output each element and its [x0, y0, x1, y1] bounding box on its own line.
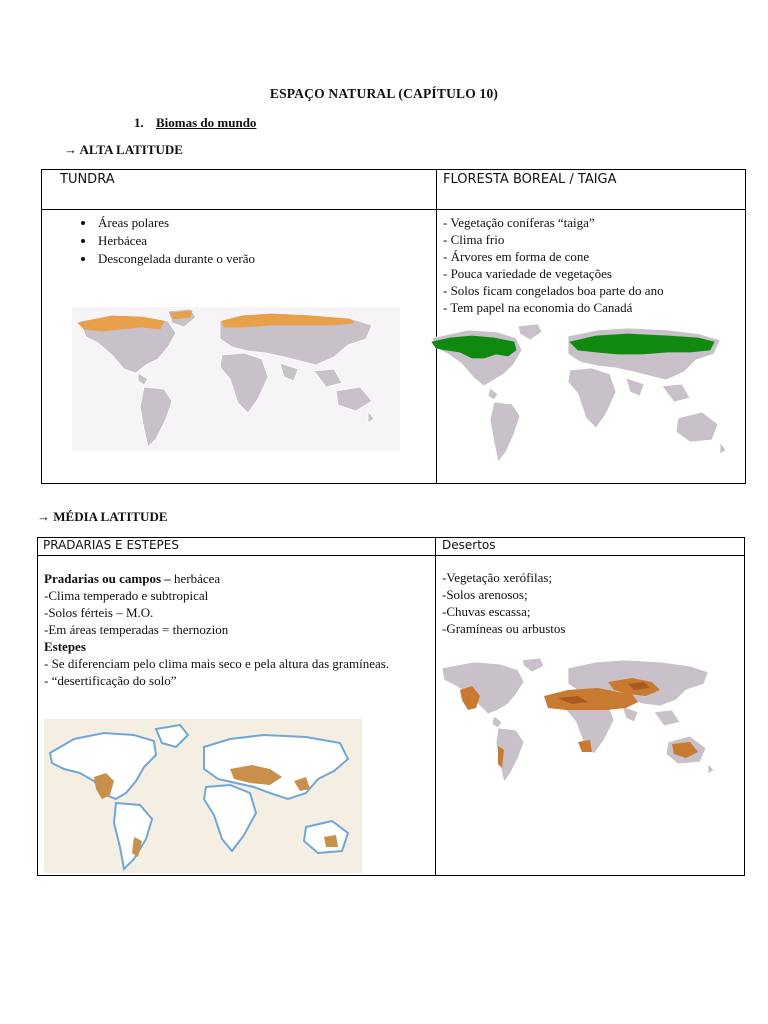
list-item: • Áreas polares [96, 214, 436, 232]
list-item: -Clima temperado e subtropical [44, 588, 209, 603]
list-item: • Herbácea [96, 232, 436, 250]
list-item: -Solos arenosos; [442, 587, 528, 602]
taiga-world-map [428, 322, 732, 466]
estepes-line: - “desertificação do solo” [44, 673, 177, 688]
header-tundra: TUNDRA [42, 170, 437, 210]
desertos-world-map [438, 656, 720, 782]
list-item: -Vegetação xerófilas; [442, 570, 553, 585]
estepes-title: Estepes [44, 639, 86, 654]
list-item: • Descongelada durante o verão [96, 250, 436, 268]
tundra-list [42, 214, 436, 268]
list-item: -Gramíneas ou arbustos [442, 621, 566, 636]
heading-media-latitude: → MÉDIA LATITUDE [37, 509, 168, 524]
header-pradarias: PRADARIAS E ESTEPES [38, 538, 436, 556]
list-item: - Solos ficam congelados boa parte do ano [443, 283, 664, 298]
list-item: - Tem papel na economia do Canadá [443, 300, 633, 315]
taiga-list [443, 214, 745, 316]
list-item: -Chuvas escassa; [442, 604, 531, 619]
list-item: - Árvores em forma de cone [443, 249, 590, 264]
subtitle-number: 1. [134, 115, 144, 130]
list-item: - Pouca variedade de vegetações [443, 266, 612, 281]
pradarias-world-map [44, 719, 362, 873]
list-item: - Vegetação coníferas “taiga” [443, 215, 595, 230]
campos-title: Pradarias ou campos – [44, 571, 171, 586]
subtitle-text: Biomas do mundo [156, 115, 257, 130]
list-item: -Em áreas temperadas = thernozion [44, 622, 229, 637]
estepes-line: - Se diferenciam pelo clima mais seco e pela altura das gramíneas. [44, 656, 390, 671]
header-desertos: Desertos [436, 538, 745, 556]
list-item: -Solos férteis – M.O. [44, 605, 154, 620]
section-subtitle [134, 115, 256, 131]
heading-alta-latitude: → ALTA LATITUDE [64, 142, 183, 157]
page-title: ESPAÇO NATURAL (CAPÍTULO 10) [269, 86, 499, 101]
campos-line [44, 570, 430, 587]
pradarias-content [38, 556, 435, 689]
desertos-list [442, 569, 744, 637]
list-item: - Clima frio [443, 232, 505, 247]
header-taiga: FLORESTA BOREAL / TAIGA [437, 170, 746, 210]
tundra-world-map [72, 307, 400, 451]
campos-suffix: herbácea [170, 571, 221, 586]
